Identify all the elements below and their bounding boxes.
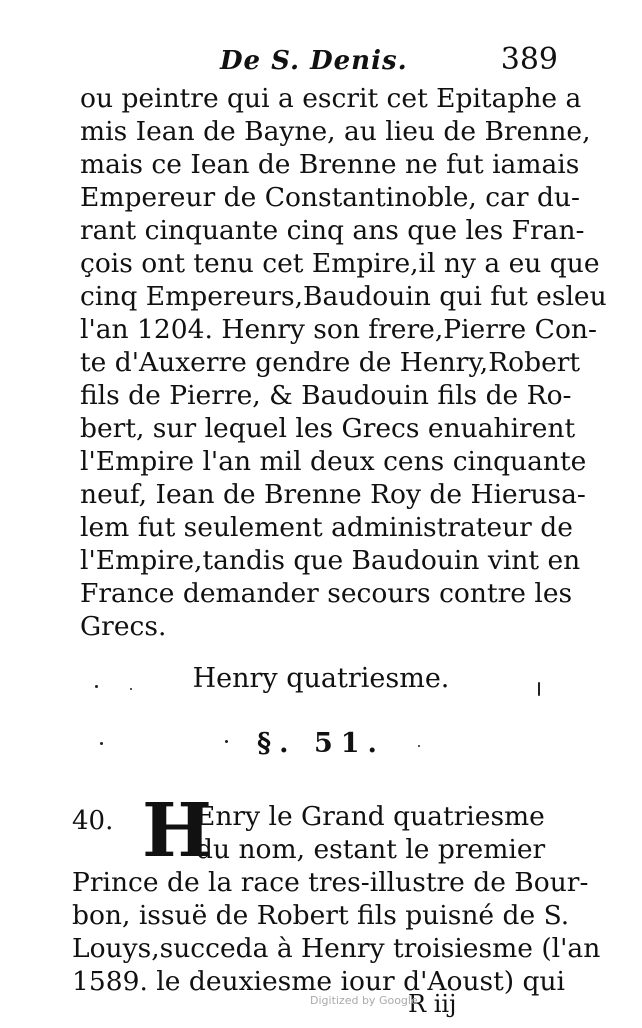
text-line: Louys,succeda à Henry troisiesme (l'an: [72, 933, 601, 964]
text-line: cinq Empereurs,Baudouin qui fut esleu: [80, 281, 607, 312]
section-title: Henry quatriesme.: [192, 663, 450, 694]
margin-number: 40.: [72, 806, 114, 836]
text-line: Empereur de Constantinoble, car du-: [80, 182, 580, 213]
text-line: Grecs.: [80, 611, 167, 642]
text-line: l'Empire,tandis que Baudouin vint en: [80, 545, 581, 576]
text-line: bert, sur lequel les Grecs enuahirent: [80, 413, 576, 444]
ink-speck: [538, 682, 540, 696]
ink-speck: [95, 685, 98, 688]
text-line: neuf, Iean de Brenne Roy de Hierusa-: [80, 479, 586, 510]
text-line: mis Iean de Bayne, au lieu de Brenne,: [80, 116, 591, 147]
digitization-watermark: Digitized by Google: [310, 994, 418, 1007]
text-line: France demander secours contre les: [80, 578, 573, 609]
text-line: fils de Pierre, & Baudouin fils de Ro-: [80, 380, 572, 411]
page-header: [80, 42, 560, 82]
section-number: §. 51.: [257, 728, 385, 759]
text-line: rant cinquante cinq ans que les Fran-: [80, 215, 585, 246]
text-line: Enry le Grand quatriesme: [196, 801, 545, 832]
text-line: du nom, estant le premier: [196, 834, 546, 865]
paragraph-1: [80, 82, 607, 643]
text-line: 1589. le deuxiesme iour d'Aoust) qui: [72, 966, 566, 997]
text-line: bon, issuë de Robert fils puisné de S.: [72, 900, 570, 931]
signature-mark: R iij: [408, 990, 457, 1018]
ink-speck: [225, 740, 228, 743]
text-line: l'Empire l'an mil deux cens cinquante: [80, 446, 587, 477]
text-line: l'an 1204. Henry son frere,Pierre Con-: [80, 314, 597, 345]
ink-speck: [418, 745, 420, 747]
drop-cap: H: [142, 788, 212, 874]
text-line: Prince de la race tres-illustre de Bour-: [72, 867, 589, 898]
text-line: çois ont tenu cet Empire,il ny a eu que: [80, 248, 600, 279]
text-line: mais ce Iean de Brenne ne fut iamais: [80, 149, 580, 180]
page-number: 389: [500, 42, 558, 77]
ink-speck: [130, 688, 132, 690]
running-head: De S. Denis.: [220, 46, 408, 76]
text-line: lem fut seulement administrateur de: [80, 512, 573, 543]
text-line: ou peintre qui a escrit cet Epitaphe a: [80, 83, 582, 114]
ink-speck: [100, 742, 103, 745]
text-line: te d'Auxerre gendre de Henry,Robert: [80, 347, 581, 378]
